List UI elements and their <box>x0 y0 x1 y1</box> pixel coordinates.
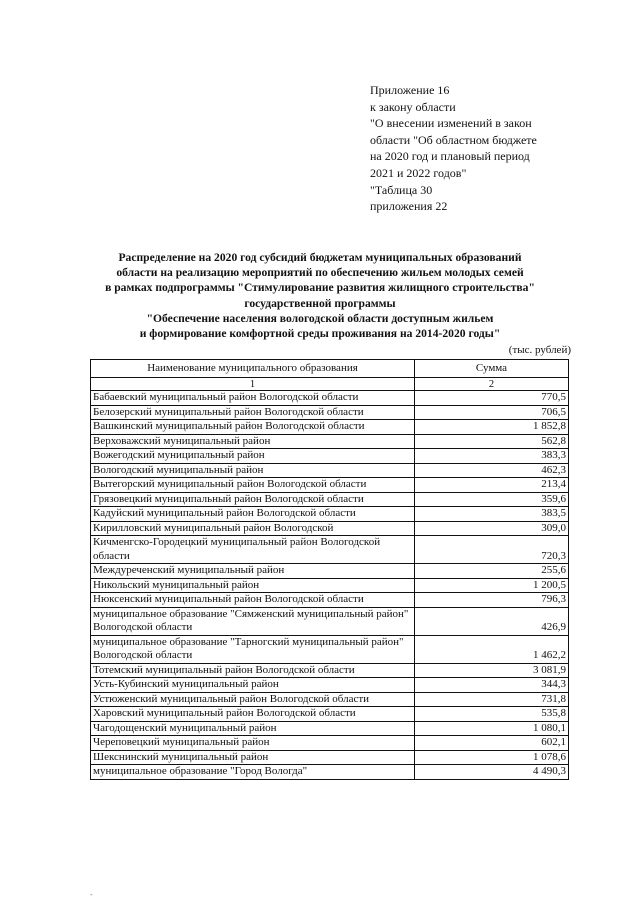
table-body <box>91 391 569 780</box>
row-name: Кичменгско-Городецкий муниципальный район Вологодской области <box>91 536 415 564</box>
row-name: Никольский муниципальный район <box>91 578 415 593</box>
table-index-row <box>91 378 569 391</box>
table-row <box>91 635 569 663</box>
row-sum: 3 081,9 <box>415 663 569 678</box>
row-sum: 770,5 <box>415 391 569 406</box>
row-sum: 602,1 <box>415 736 569 751</box>
appendix-line: Приложение 16 <box>370 83 450 97</box>
row-name: Грязовецкий муниципальный район Вологодской области <box>91 492 415 507</box>
row-name: Тотемский муниципальный район Вологодской области <box>91 663 415 678</box>
row-name: Харовский муниципальный район Вологодской области <box>91 707 415 722</box>
row-sum: 1 852,8 <box>415 420 569 435</box>
row-sum: 562,8 <box>415 434 569 449</box>
table-header-row <box>91 360 569 378</box>
row-sum: 213,4 <box>415 478 569 493</box>
table-row <box>91 434 569 449</box>
table-row <box>91 449 569 464</box>
table-row <box>91 663 569 678</box>
row-sum: 4 490,3 <box>415 765 569 780</box>
appendix-line: приложения 22 <box>370 199 448 214</box>
index-sum: 2 <box>415 378 569 391</box>
table-row <box>91 692 569 707</box>
table-row <box>91 420 569 435</box>
title-line: государственной программы <box>244 296 396 310</box>
row-name: Вытегорский муниципальный район Вологодской области <box>91 478 415 493</box>
row-sum: 796,3 <box>415 593 569 608</box>
row-name: Белозерский муниципальный район Вологодской области <box>91 405 415 420</box>
row-name: муниципальное образование "Город Вологда" <box>91 765 415 780</box>
table-row <box>91 750 569 765</box>
table-row <box>91 536 569 564</box>
appendix-line: "О внесении изменений в закон <box>370 116 532 131</box>
title-line: "Обеспечение населения вологодской области доступным жильем <box>146 311 494 325</box>
appendix-line: 2021 и 2022 годов" <box>370 165 467 180</box>
row-sum: 720,3 <box>415 536 569 564</box>
table-row <box>91 607 569 635</box>
row-name: Устюженский муниципальный район Вологодской области <box>91 692 415 707</box>
table-row <box>91 507 569 522</box>
row-sum: 1 078,6 <box>415 750 569 765</box>
scan-mark: - <box>90 890 93 899</box>
row-name: Усть-Кубинский муниципальный район <box>91 678 415 693</box>
document-title <box>60 250 580 341</box>
row-name: Вологодский муниципальный район <box>91 463 415 478</box>
table-row <box>91 707 569 722</box>
title-line: области на реализацию мероприятий по обеспечению жильем молодых семей <box>116 266 524 280</box>
title-line: и формирование комфортной среды проживания на 2014-2020 годы" <box>139 327 501 341</box>
title-line: Распределение на 2020 год субсидий бюджетам муниципальных образований <box>118 251 522 264</box>
row-sum: 1 200,5 <box>415 578 569 593</box>
row-sum: 1 462,2 <box>415 635 569 663</box>
table-row <box>91 564 569 579</box>
row-name: Кадуйский муниципальный район Вологодской области <box>91 507 415 522</box>
row-sum: 344,3 <box>415 678 569 693</box>
row-sum: 535,8 <box>415 707 569 722</box>
row-sum: 359,6 <box>415 492 569 507</box>
table-row <box>91 405 569 420</box>
appendix-line: к закону области <box>370 99 456 114</box>
title-line: в рамках подпрограммы "Стимулирование развития жилищного строительства" <box>105 281 535 295</box>
row-name: Нюксенский муниципальный район Вологодской области <box>91 593 415 608</box>
table-row <box>91 765 569 780</box>
subsidy-table <box>90 359 569 780</box>
table-row <box>91 492 569 507</box>
row-name: Череповецкий муниципальный район <box>91 736 415 751</box>
row-name: Верховажский муниципальный район <box>91 434 415 449</box>
appendix-line: "Таблица 30 <box>370 182 433 197</box>
row-name: муниципальное образование "Тарногский муниципальный район" Вологодской области <box>91 635 415 663</box>
row-name: Междуреченский муниципальный район <box>91 564 415 579</box>
table-row <box>91 521 569 536</box>
table-row <box>91 478 569 493</box>
row-name: Кирилловский муниципальный район Вологодской <box>91 521 415 536</box>
row-name: Шекснинский муниципальный район <box>91 750 415 765</box>
row-sum: 706,5 <box>415 405 569 420</box>
units-label: (тыс. рублей) <box>508 344 571 356</box>
table-row <box>91 463 569 478</box>
table-row <box>91 736 569 751</box>
row-name: Вашкинский муниципальный район Вологодской области <box>91 420 415 435</box>
appendix-line: на 2020 год и плановый период <box>370 149 530 164</box>
table-row <box>91 678 569 693</box>
row-name: Бабаевский муниципальный район Вологодской области <box>91 391 415 406</box>
row-name: муниципальное образование "Сямженский муниципальный район" Вологодской области <box>91 607 415 635</box>
header-sum: Сумма <box>415 360 569 378</box>
row-sum: 383,5 <box>415 507 569 522</box>
table-row <box>91 721 569 736</box>
row-sum: 426,9 <box>415 607 569 635</box>
row-sum: 731,8 <box>415 692 569 707</box>
index-name: 1 <box>91 378 415 391</box>
row-sum: 462,3 <box>415 463 569 478</box>
table-row <box>91 578 569 593</box>
row-sum: 1 080,1 <box>415 721 569 736</box>
appendix-line: области "Об областном бюджете <box>370 132 537 147</box>
table-row <box>91 593 569 608</box>
row-name: Чагодощенский муниципальный район <box>91 721 415 736</box>
header-name: Наименование муниципального образования <box>91 360 415 378</box>
table-row <box>91 391 569 406</box>
row-sum: 255,6 <box>415 564 569 579</box>
appendix-reference <box>370 82 537 215</box>
row-name: Вожегодский муниципальный район <box>91 449 415 464</box>
row-sum: 383,3 <box>415 449 569 464</box>
row-sum: 309,0 <box>415 521 569 536</box>
